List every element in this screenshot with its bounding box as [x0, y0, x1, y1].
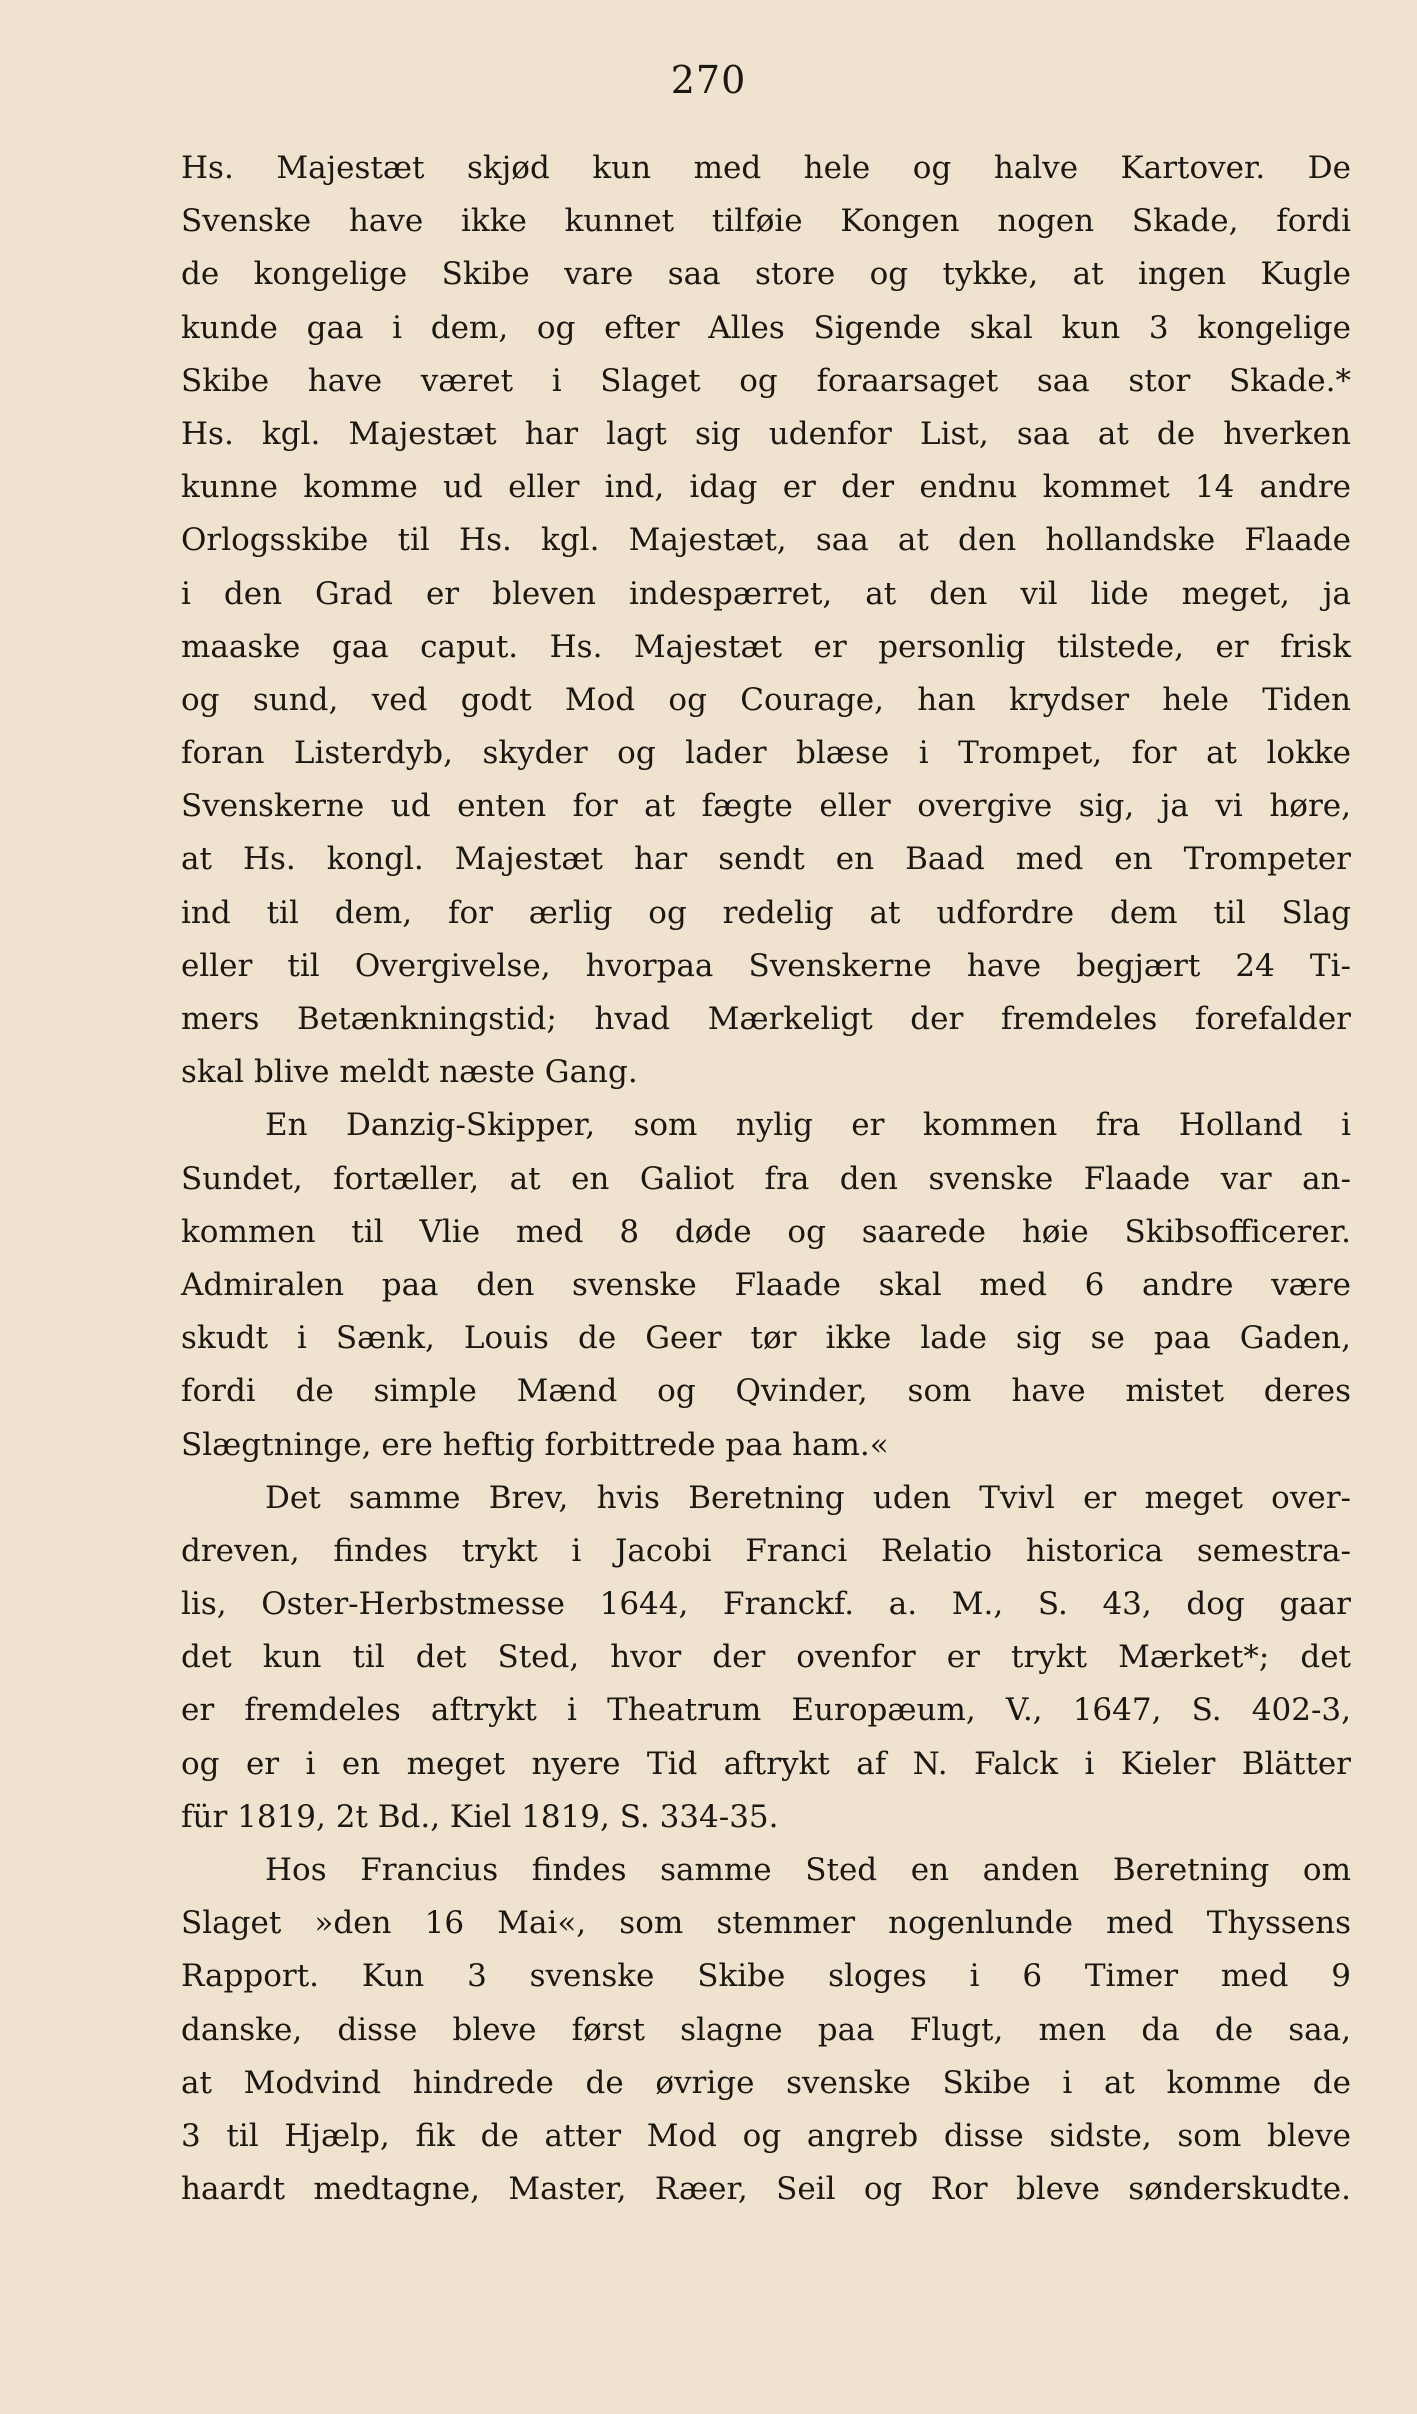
text-line: skal blive meldt næste Gang.	[181, 1054, 638, 1091]
body-text	[181, 142, 1351, 2216]
text-line: 3 til Hjælp, fik de atter Mod og angreb disse sidste, som bleve	[181, 2117, 1351, 2154]
text-line: haardt medtagne, Master, Ræer, Seil og Ror bleve sønderskudte.	[181, 2171, 1351, 2208]
text-line: Admiralen paa den svenske Flaade skal med 6 andre være	[181, 1266, 1351, 1303]
text-line: maaske gaa caput. Hs. Majestæt er personlig tilstede, er frisk	[181, 628, 1351, 665]
text-line: og er i en meget nyere Tid aftrykt af N. Falck i Kieler Blätter	[181, 1745, 1351, 1782]
text-line: mers Betænkningstid; hvad Mærkeligt der fremdeles forefalder	[181, 1001, 1351, 1037]
text-line: i den Grad er bleven indespærret, at den vil lide meget, ja	[181, 575, 1351, 612]
text-line: kommen til Vlie med 8 døde og saarede høie Skibsofficerer.	[181, 1213, 1351, 1250]
text-line: ind til dem, for ærlig og redelig at udfordre dem til Slag	[181, 894, 1351, 931]
page-number: 270	[670, 58, 747, 102]
text-line: Hs. kgl. Majestæt har lagt sig udenfor List, saa at de hverken	[181, 415, 1351, 452]
text-line: Slægtninge, ere heftig forbittrede paa ham.«	[181, 1426, 889, 1463]
text-line: Hos Francius findes samme Sted en anden Beretning om	[265, 1852, 1351, 1888]
text-line: er fremdeles aftrykt i Theatrum Europæum, V., 1647, S. 402-3,	[181, 1692, 1351, 1729]
text-line: Svenskerne ud enten for at fægte eller overgive sig, ja vi høre,	[181, 788, 1351, 825]
text-line: Rapport. Kun 3 svenske Skibe sloges i 6 Timer med 9	[181, 1958, 1351, 1995]
text-line: dreven, findes trykt i Jacobi Franci Relatio historica semestra-	[181, 1532, 1351, 1569]
text-line: Slaget »den 16 Mai«, som stemmer nogenlunde med Thyssens	[181, 1905, 1351, 1942]
text-line: det kun til det Sted, hvor der ovenfor er trykt Mærket*; det	[181, 1639, 1351, 1676]
text-line: skudt i Sænk, Louis de Geer tør ikke lade sig se paa Gaden,	[181, 1320, 1351, 1357]
text-line: Skibe have været i Slaget og foraarsaget saa stor Skade.*	[181, 362, 1351, 399]
text-line: danske, disse bleve først slagne paa Flugt, men da de saa,	[181, 2011, 1351, 2048]
text-line: Svenske have ikke kunnet tilføie Kongen nogen Skade, fordi	[181, 203, 1351, 240]
text-line: kunde gaa i dem, og efter Alles Sigende skal kun 3 kongelige	[181, 309, 1351, 346]
text-line: En Danzig-Skipper, som nylig er kommen fra Holland i	[265, 1107, 1351, 1144]
text-line: eller til Overgivelse, hvorpaa Svenskerne have begjært 24 Ti-	[181, 947, 1351, 984]
text-line: at Hs. kongl. Majestæt har sendt en Baad med en Trompeter	[181, 841, 1351, 878]
text-line: fordi de simple Mænd og Qvinder, som have mistet deres	[181, 1373, 1351, 1410]
text-line: Det samme Brev, hvis Beretning uden Tvivl er meget over-	[265, 1479, 1351, 1516]
text-line: lis, Oster-Herbstmesse 1644, Franckf. a. M., S. 43, dog gaar	[181, 1586, 1351, 1623]
text-line: Hs. Majestæt skjød kun med hele og halve Kartover. De	[181, 150, 1351, 186]
text-line: für 1819, 2t Bd., Kiel 1819, S. 334-35.	[181, 1798, 779, 1835]
text-line: Orlogsskibe til Hs. kgl. Majestæt, saa at den hollandske Flaade	[181, 522, 1351, 559]
text-line: foran Listerdyb, skyder og lader blæse i Trompet, for at lokke	[181, 735, 1351, 772]
text-line: at Modvind hindrede de øvrige svenske Skibe i at komme de	[181, 2064, 1351, 2101]
text-line: kunne komme ud eller ind, idag er der endnu kommet 14 andre	[181, 469, 1351, 506]
text-line: de kongelige Skibe vare saa store og tykke, at ingen Kugle	[181, 256, 1351, 293]
text-line: Sundet, fortæller, at en Galiot fra den svenske Flaade var an-	[181, 1160, 1351, 1197]
text-line: og sund, ved godt Mod og Courage, han krydser hele Tiden	[181, 681, 1351, 718]
